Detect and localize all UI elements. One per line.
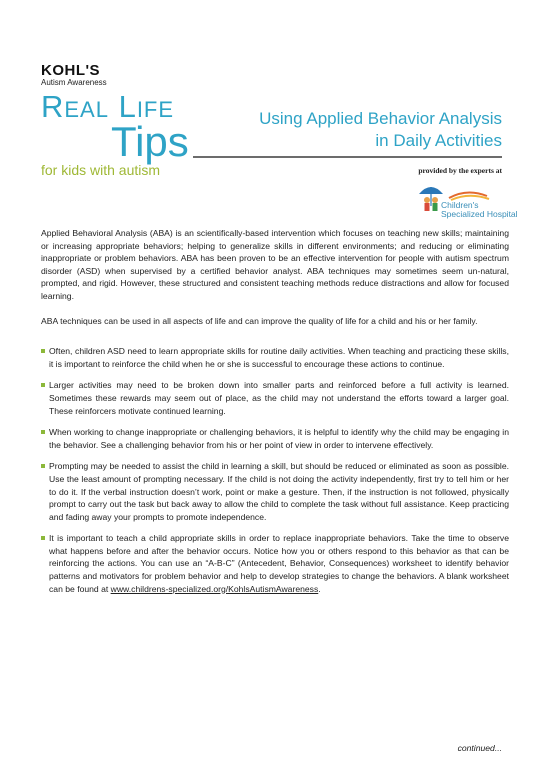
tip-item (41, 426, 509, 451)
bullet-square-icon (41, 430, 45, 434)
tip-text: It is important to teach a child appropriate skills in order to replace inappropriate behaviors. Take the time to observe what happens before and after the behavior occurs. Notice how you or others respond to this behavior as that can be reinforcing the actions. You can use an “A-B-C” (Antecedent, Behavior, Consequences) worksheet to identify behavior patterns and motivators for problem behavior and help to develop strategies to change the behaviors. A blank worksheet can be found at (49, 533, 509, 594)
tip-item (41, 460, 509, 523)
tip-text: Larger activities may need to be broken down into smaller parts and reinforced before a full activity is learned. Sometimes these rewards may seem out of place, as the child may not understand the efforts toward a larger goal. These reinforcers motivate continued learning. (49, 380, 509, 416)
page-title-line-1: Using Applied Behavior Analysis (259, 109, 502, 128)
series-title-real-life: Real Life (41, 89, 175, 124)
intro-paragraph: Applied Behavioral Analysis (ABA) is an scientifically-based intervention which focuses on teaching new skills; maintaining or increasing appropriate behaviors; helping to generalize skills in different environments; and reducing or eliminating inappropriate or problem behaviors. ABA has been proven to be an effective intervention for people with autism spectrum disorder (ASD) when supervised by a certified behavior analyst. ABA techniques may sometimes seem un-natural, prompted, and rigid. However, these structured and consistent teaching methods reduce distractions and allow for focused learning. (41, 228, 509, 301)
tip-text: When working to change inappropriate or challenging behaviors, it is helpful to identify why the child may be engaging in the behavior. See a challenging behavior from his or her point of view in order to intervene effectively. (49, 427, 509, 450)
partner-name-line-1: Children's (441, 200, 479, 210)
series-tagline: for kids with autism (41, 162, 161, 178)
tip-text: Prompting may be needed to assist the child in learning a skill, but should be reduced or eliminated as soon as possible. Use the least amount of prompting necessary. If the child is not doing the activity independently, first try to tell him or her to do it. If the verbal instruction doesn’t work, point or make a gesture. Then, if the instruction is not followed, physically prompt to carry out the task but back away to allow the child to complete the task without full assistance. Keep practicing and fading away your prompts to promote independence. (49, 461, 509, 522)
bullet-square-icon (41, 349, 45, 353)
tip-item (41, 345, 509, 370)
article-body (41, 227, 509, 604)
provided-by-text: provided by the experts at (418, 166, 502, 175)
tip-text: Often, children ASD need to learn appropriate skills for routine daily activities. When teaching and practicing these skills, it is important to reinforce the child when he or she is successful to encourage these actions to continue. (49, 346, 509, 369)
partner-name-line-2: Specialized Hospital (441, 209, 518, 219)
bullet-square-icon (41, 464, 45, 468)
series-title-tips: Tips (111, 118, 189, 165)
page-title (259, 108, 502, 152)
intro-paragraph-2: ABA techniques can be used in all aspects of life and can improve the quality of life for a child and his or her family. (41, 315, 478, 326)
header-divider (193, 156, 502, 158)
continued-text: continued... (457, 743, 502, 753)
brand-name: KOHL'S (41, 62, 101, 79)
page-title-line-2: in Daily Activities (375, 131, 502, 150)
tip-item (41, 379, 509, 417)
program-name: Autism Awareness (41, 78, 107, 87)
bullet-square-icon (41, 383, 45, 387)
worksheet-link[interactable]: www.childrens-specialized.org/KohlsAutismAwareness (110, 583, 319, 594)
kohls-autism-awareness-logo (41, 63, 189, 178)
partner-name (441, 201, 518, 219)
tips-list (41, 345, 509, 595)
bullet-square-icon (41, 536, 45, 540)
tip-item (41, 532, 509, 595)
tip-text-end: . (318, 583, 321, 594)
